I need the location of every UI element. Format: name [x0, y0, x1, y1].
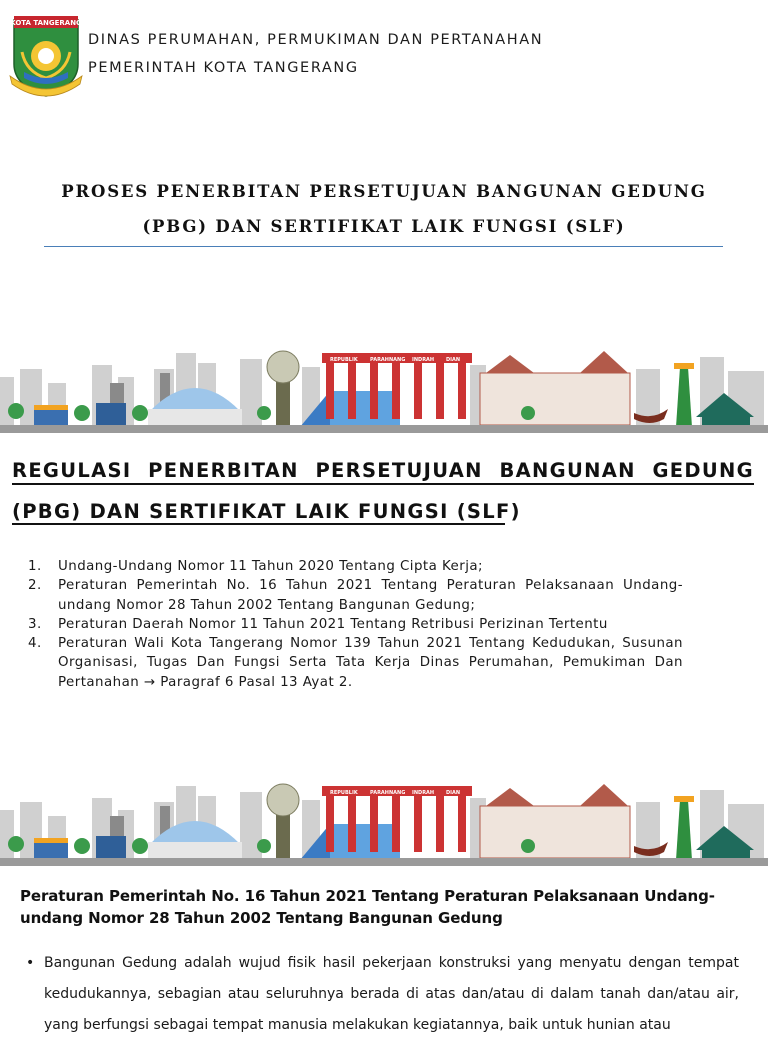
- regulation-heading-line1: [12, 459, 754, 482]
- city-skyline-illustration: [0, 780, 768, 866]
- skyline-sign-word: DIAN: [446, 790, 461, 796]
- skyline-sign-word: REPUBLIK: [330, 357, 358, 363]
- heading-word: REGULASI: [12, 459, 132, 482]
- page-title-line2: (PBG) DAN SERTIFIKAT LAIK FUNGSI (SLF): [142, 217, 626, 236]
- bullet-glyph: •: [26, 955, 35, 971]
- list-text: Peraturan Daerah Nomor 11 Tahun 2021 Tentang Retribusi Perizinan Tertentu: [58, 616, 608, 632]
- list-item: [28, 576, 683, 615]
- page-title-line1: PROSES PENERBITAN PERSETUJUAN BANGUNAN GEDUNG: [61, 182, 707, 201]
- agency-name: DINAS PERUMAHAN, PERMUKIMAN DAN PERTANAHAN: [88, 32, 544, 48]
- list-item: [28, 634, 683, 692]
- section-body: [26, 948, 739, 1041]
- list-text: Undang-Undang Nomor 11 Tahun 2020 Tentang Cipta Kerja;: [58, 559, 483, 574]
- list-number: 3.: [28, 616, 42, 632]
- logo-text: KOTA TANGERANG: [10, 19, 82, 27]
- section-paragraph: Bangunan Gedung adalah wujud fisik hasil pekerjaan konstruksi yang menyatu dengan tempat kedudukannya, sebagian atau seluruhnya berada di atas dan/atau di dalam tanah dan/atau air, yang berfungsi sebagai tempat manusia melakukan kegiatannya, baik untuk hunian atau: [44, 955, 739, 1033]
- list-number: 1.: [28, 559, 42, 574]
- city-skyline-illustration: [0, 347, 768, 433]
- regulation-list: [28, 557, 683, 692]
- heading-underline: [12, 483, 754, 485]
- list-text: Peraturan Wali Kota Tangerang Nomor 139 Tahun 2021 Tentang Kedudukan, Susunan Organisasi, Tugas Dan Fungsi Serta Tata Kerja Dinas Perumahan, Pemukiman Dan Pertanahan → Paragraf 6 Pasal 13 Ayat 2.: [58, 636, 683, 690]
- regulation-heading-line2: (PBG) DAN SERTIFIKAT LAIK FUNGSI (SLF): [12, 500, 521, 523]
- skyline-sign-word: DIAN: [446, 357, 461, 363]
- heading-underline: [12, 523, 505, 525]
- skyline-sign-word: PARAHNANG: [370, 357, 406, 363]
- list-number: 4.: [28, 636, 42, 652]
- skyline-sign-word: INDRAH: [412, 790, 435, 796]
- agency-government: PEMERINTAH KOTA TANGERANG: [88, 60, 359, 76]
- skyline-sign-word: INDRAH: [412, 357, 435, 363]
- skyline-sign-word: REPUBLIK: [330, 790, 358, 796]
- heading-word: BANGUNAN: [499, 459, 636, 482]
- heading-word: GEDUNG: [652, 459, 754, 482]
- list-item: [28, 557, 683, 576]
- list-text: Peraturan Pemerintah No. 16 Tahun 2021 Tentang Peraturan Pelaksanaan Undang-undang Nomor 28 Tahun 2002 Tentang Bangunan Gedung;: [58, 578, 683, 613]
- list-item: [28, 615, 683, 634]
- kota-tangerang-logo: [8, 12, 84, 98]
- skyline-sign-word: PARAHNANG: [370, 790, 406, 796]
- list-number: 2.: [28, 578, 42, 594]
- heading-word: PENERBITAN: [148, 459, 299, 482]
- heading-word: PERSETUJUAN: [315, 459, 483, 482]
- section-title: Peraturan Pemerintah No. 16 Tahun 2021 Tentang Peraturan Pelaksanaan Undang-undang Nomor 28 Tahun 2002 Tentang Bangunan Gedung: [20, 887, 715, 927]
- title-divider: [44, 246, 723, 247]
